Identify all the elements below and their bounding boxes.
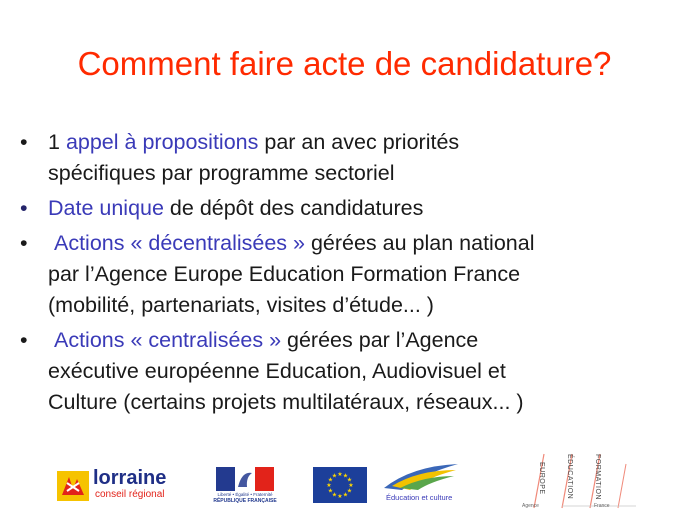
bullet-item-4	[18, 325, 678, 418]
eu-star-icon: ★	[331, 473, 338, 480]
bullet-1-line2: spécifiques par programme sectoriel	[48, 161, 395, 185]
agence-country: France	[594, 503, 610, 509]
eu-star-icon: ★	[346, 477, 353, 484]
lorraine-emblem-icon	[57, 471, 89, 501]
bullet-4-rest: gérées par l’Agence	[281, 328, 479, 352]
slide-title: Comment faire acte de candidature?	[77, 45, 612, 82]
eu-flag-logo	[313, 467, 367, 503]
bullet-3-line3: (mobilité, partenariats, visites d’étude... )	[48, 293, 434, 317]
bullet-3-line2: par l’Agence Europe Education Formation France	[48, 262, 521, 286]
bullet-1-link: appel à propositions	[65, 130, 259, 154]
agence-word-formation: FORMATION	[594, 454, 601, 500]
agence-label: Agence	[522, 503, 539, 509]
eu-star-icon: ★	[326, 483, 332, 489]
bullet-3-rest: gérées au plan national	[304, 231, 535, 255]
republique-logo	[213, 467, 277, 507]
education-culture-swoosh-icon	[382, 462, 460, 492]
bullet-list	[18, 127, 678, 422]
education-culture-logo	[382, 462, 462, 506]
bullet-symbol: •	[20, 328, 28, 352]
marianne-flag-icon	[216, 467, 274, 491]
bullet-symbol: •	[20, 196, 28, 220]
education-culture-text: Éducation et culture	[386, 493, 453, 502]
eu-flag-icon	[313, 467, 367, 503]
lorraine-name: lorraine	[93, 467, 167, 489]
bullet-symbol: •	[20, 130, 28, 154]
bullet-4-line2: exécutive européenne Education, Audiovisuel et	[48, 359, 506, 383]
bullet-item-2	[18, 193, 678, 224]
eu-star-icon: ★	[327, 477, 334, 484]
bullet-symbol: •	[20, 231, 28, 255]
bullet-2-link: Date unique	[48, 196, 164, 220]
logo-strip	[0, 450, 689, 517]
agence-word-education: ÉDUCATION	[566, 454, 573, 500]
lorraine-sub: conseil régional	[95, 489, 165, 500]
bullet-4-link: Actions « centralisées »	[53, 328, 282, 352]
agence-word-europe: EUROPE	[538, 462, 545, 495]
eu-star-icon: ★	[331, 492, 338, 499]
eu-star-icon: ★	[337, 472, 343, 478]
republique-motto: Liberté • Égalité • Fraternité	[217, 492, 273, 497]
eu-star-icon: ★	[337, 494, 343, 500]
eu-star-icon: ★	[342, 473, 349, 480]
eu-star-icon: ★	[348, 483, 354, 489]
bullet-item-3	[18, 228, 678, 321]
bullet-1-rest: par an avec priorités	[258, 130, 460, 154]
agence-logo	[522, 450, 642, 512]
republique-name: RÉPUBLIQUE FRANÇAISE	[213, 498, 277, 504]
lorraine-logo	[57, 469, 187, 503]
eu-star-icon: ★	[342, 492, 349, 499]
bullet-2-rest: de dépôt des candidatures	[163, 196, 424, 220]
bullet-4-line3: Culture (certains projets multilatéraux, réseaux... )	[48, 390, 524, 414]
eu-star-icon: ★	[346, 488, 353, 495]
bullet-3-link: Actions « décentralisées »	[53, 231, 305, 255]
bullet-1-num: 1	[48, 130, 66, 154]
bullet-item-1	[18, 127, 678, 189]
eu-star-icon: ★	[327, 488, 334, 495]
